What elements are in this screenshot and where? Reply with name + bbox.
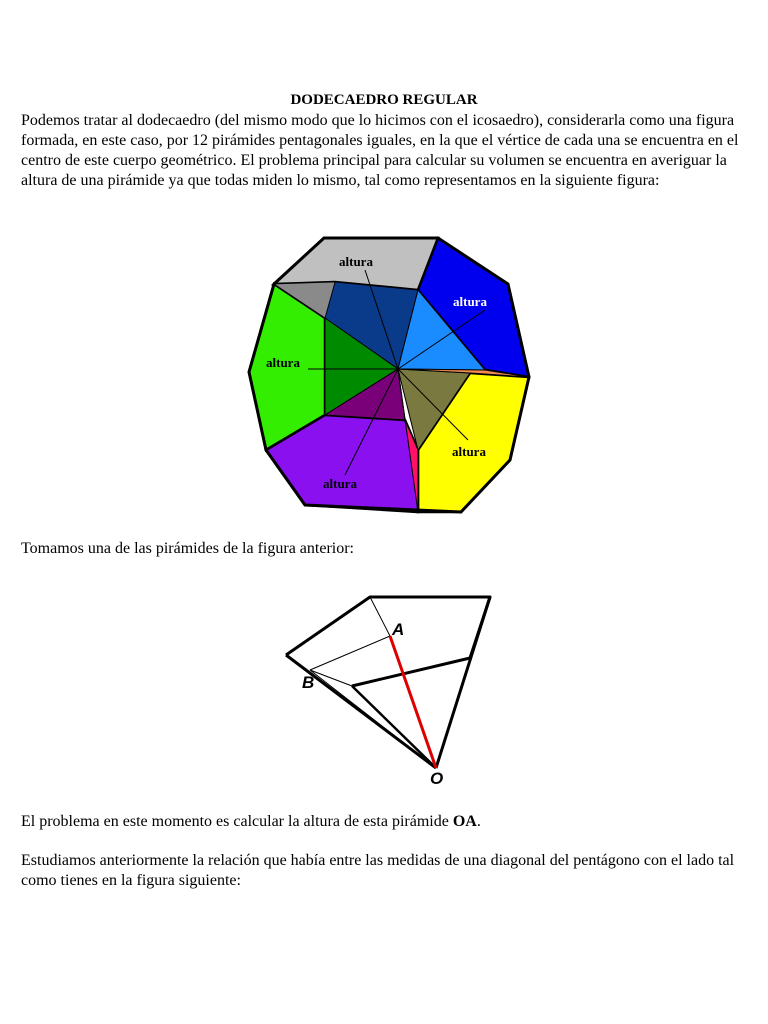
point-a-label: A	[392, 620, 405, 639]
height-label-right-bottom: altura	[452, 444, 486, 459]
height-label-right-top: altura	[453, 294, 487, 309]
height-label-top: altura	[339, 254, 373, 269]
height-problem-text: El problema en este momento es calcular la altura de esta pirámide	[21, 813, 453, 830]
edge-bottom-o	[352, 686, 436, 768]
height-problem-end: .	[476, 813, 481, 830]
edge-center-top	[370, 597, 390, 636]
page-title: DODECAEDRO REGULAR	[290, 92, 478, 108]
height-oa-term: OA	[452, 813, 477, 830]
edge-b-a	[310, 636, 390, 670]
height-problem-paragraph	[21, 812, 751, 832]
edge-right-o	[436, 597, 490, 768]
point-b-label: B	[302, 673, 315, 692]
pentagonal-pyramid-figure	[278, 588, 498, 788]
height-label-left: altura	[266, 355, 300, 370]
point-o-label: O	[430, 769, 444, 788]
pentagon-relation-paragraph: Estudiamos anteriormente la relación que había entre las medidas de una diagonal del pentágono con el lado tal como tienes en la figura siguiente:	[21, 852, 735, 889]
height-label-bottom: altura	[323, 476, 357, 491]
intro-paragraph: Podemos tratar al dodecaedro (del mismo modo que lo hicimos con el icosaedro), considerarla como una figura formada, en este caso, por 12 pirámides pentagonales iguales, en la que el vértice de cada una se encuentra en el centro de este cuerpo geométrico. El problema principal para calcular su volumen se encuentra en averiguar la altura de una pirámide ya que todas miden lo mismo, tal como representamos en la siguiente figura:	[21, 112, 739, 189]
height-oa-line	[390, 636, 436, 768]
dodecahedron-pyramids-figure	[240, 230, 540, 520]
pyramid-intro-paragraph: Tomamos una de las pirámides de la figura anterior:	[21, 540, 354, 557]
